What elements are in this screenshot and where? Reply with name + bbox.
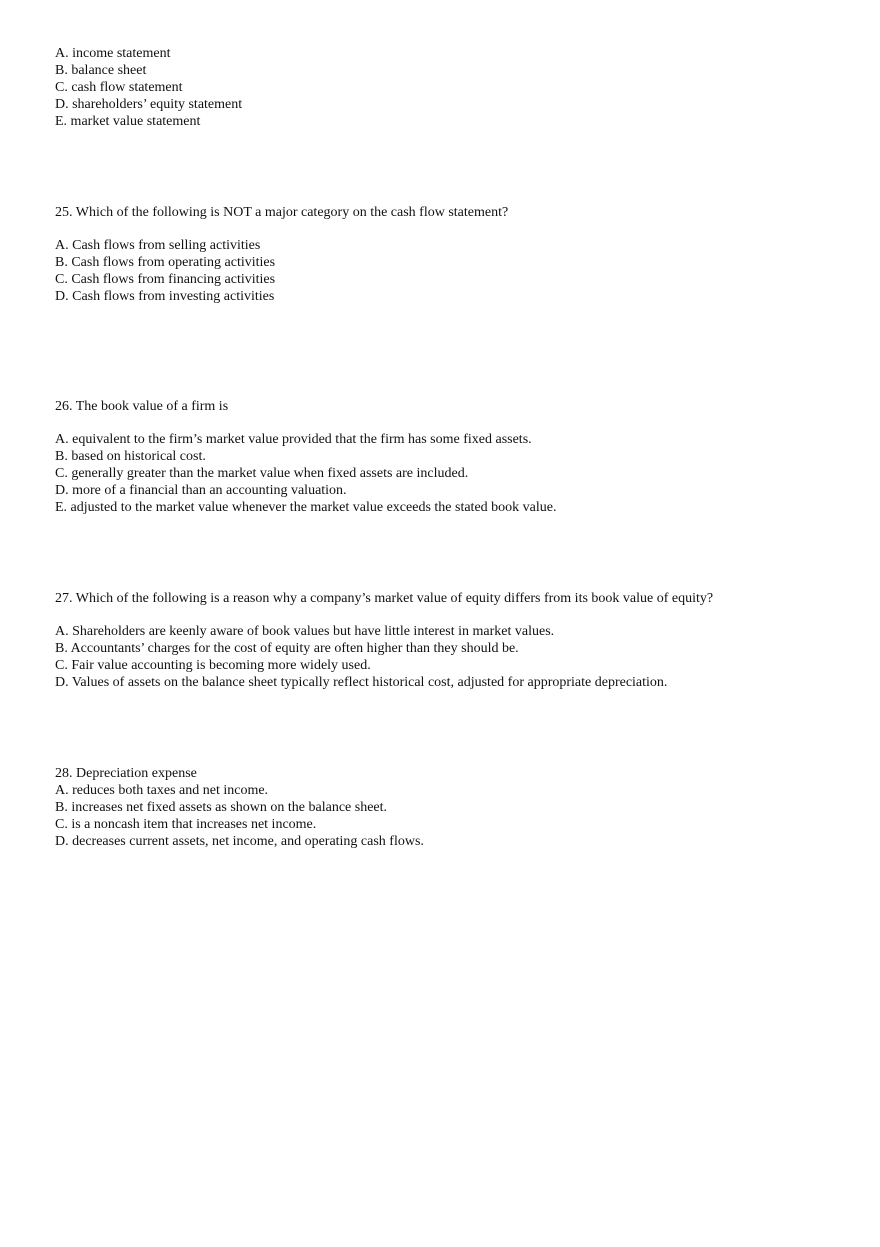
option-a: A. equivalent to the firm’s market value provided that the firm has some fixed assets. bbox=[55, 432, 532, 447]
option-c: C. Fair value accounting is becoming more widely used. bbox=[55, 658, 371, 673]
question-stem: 25. Which of the following is NOT a major category on the cash flow statement? bbox=[55, 205, 509, 220]
question-stem: 28. Depreciation expense bbox=[55, 766, 197, 781]
option-c: C. cash flow statement bbox=[55, 80, 183, 95]
option-b: B. Accountants’ charges for the cost of equity are often higher than they should be. bbox=[55, 641, 519, 656]
option-c: C. is a noncash item that increases net income. bbox=[55, 817, 317, 832]
option-a: A. reduces both taxes and net income. bbox=[55, 783, 269, 798]
option-b: B. Cash flows from operating activities bbox=[55, 255, 276, 270]
question-27 bbox=[55, 590, 855, 691]
question-stem: 26. The book value of a firm is bbox=[55, 399, 229, 414]
option-a: A. income statement bbox=[55, 46, 171, 61]
option-c: C. Cash flows from financing activities bbox=[55, 272, 276, 287]
question-25 bbox=[55, 204, 855, 305]
question-26 bbox=[55, 398, 855, 516]
question-stem: 27. Which of the following is a reason why a company’s market value of equity differs from its book value of equity? bbox=[55, 591, 714, 606]
option-c: C. generally greater than the market value when fixed assets are included. bbox=[55, 466, 469, 481]
question-28 bbox=[55, 765, 855, 850]
option-e: E. market value statement bbox=[55, 114, 201, 129]
option-d: D. shareholders’ equity statement bbox=[55, 97, 243, 112]
option-b: B. based on historical cost. bbox=[55, 449, 206, 464]
option-d: D. more of a financial than an accounting valuation. bbox=[55, 483, 347, 498]
option-b: B. increases net fixed assets as shown on the balance sheet. bbox=[55, 800, 388, 815]
option-a: A. Cash flows from selling activities bbox=[55, 238, 261, 253]
option-a: A. Shareholders are keenly aware of book values but have little interest in market values. bbox=[55, 624, 555, 639]
option-d: D. Cash flows from investing activities bbox=[55, 289, 275, 304]
option-d: D. decreases current assets, net income, and operating cash flows. bbox=[55, 834, 424, 849]
option-b: B. balance sheet bbox=[55, 63, 147, 78]
option-d: D. Values of assets on the balance sheet typically reflect historical cost, adjusted for appropriate depreciation. bbox=[55, 675, 668, 690]
option-e: E. adjusted to the market value whenever the market value exceeds the stated book value. bbox=[55, 500, 557, 515]
prev-question-options bbox=[55, 45, 855, 130]
